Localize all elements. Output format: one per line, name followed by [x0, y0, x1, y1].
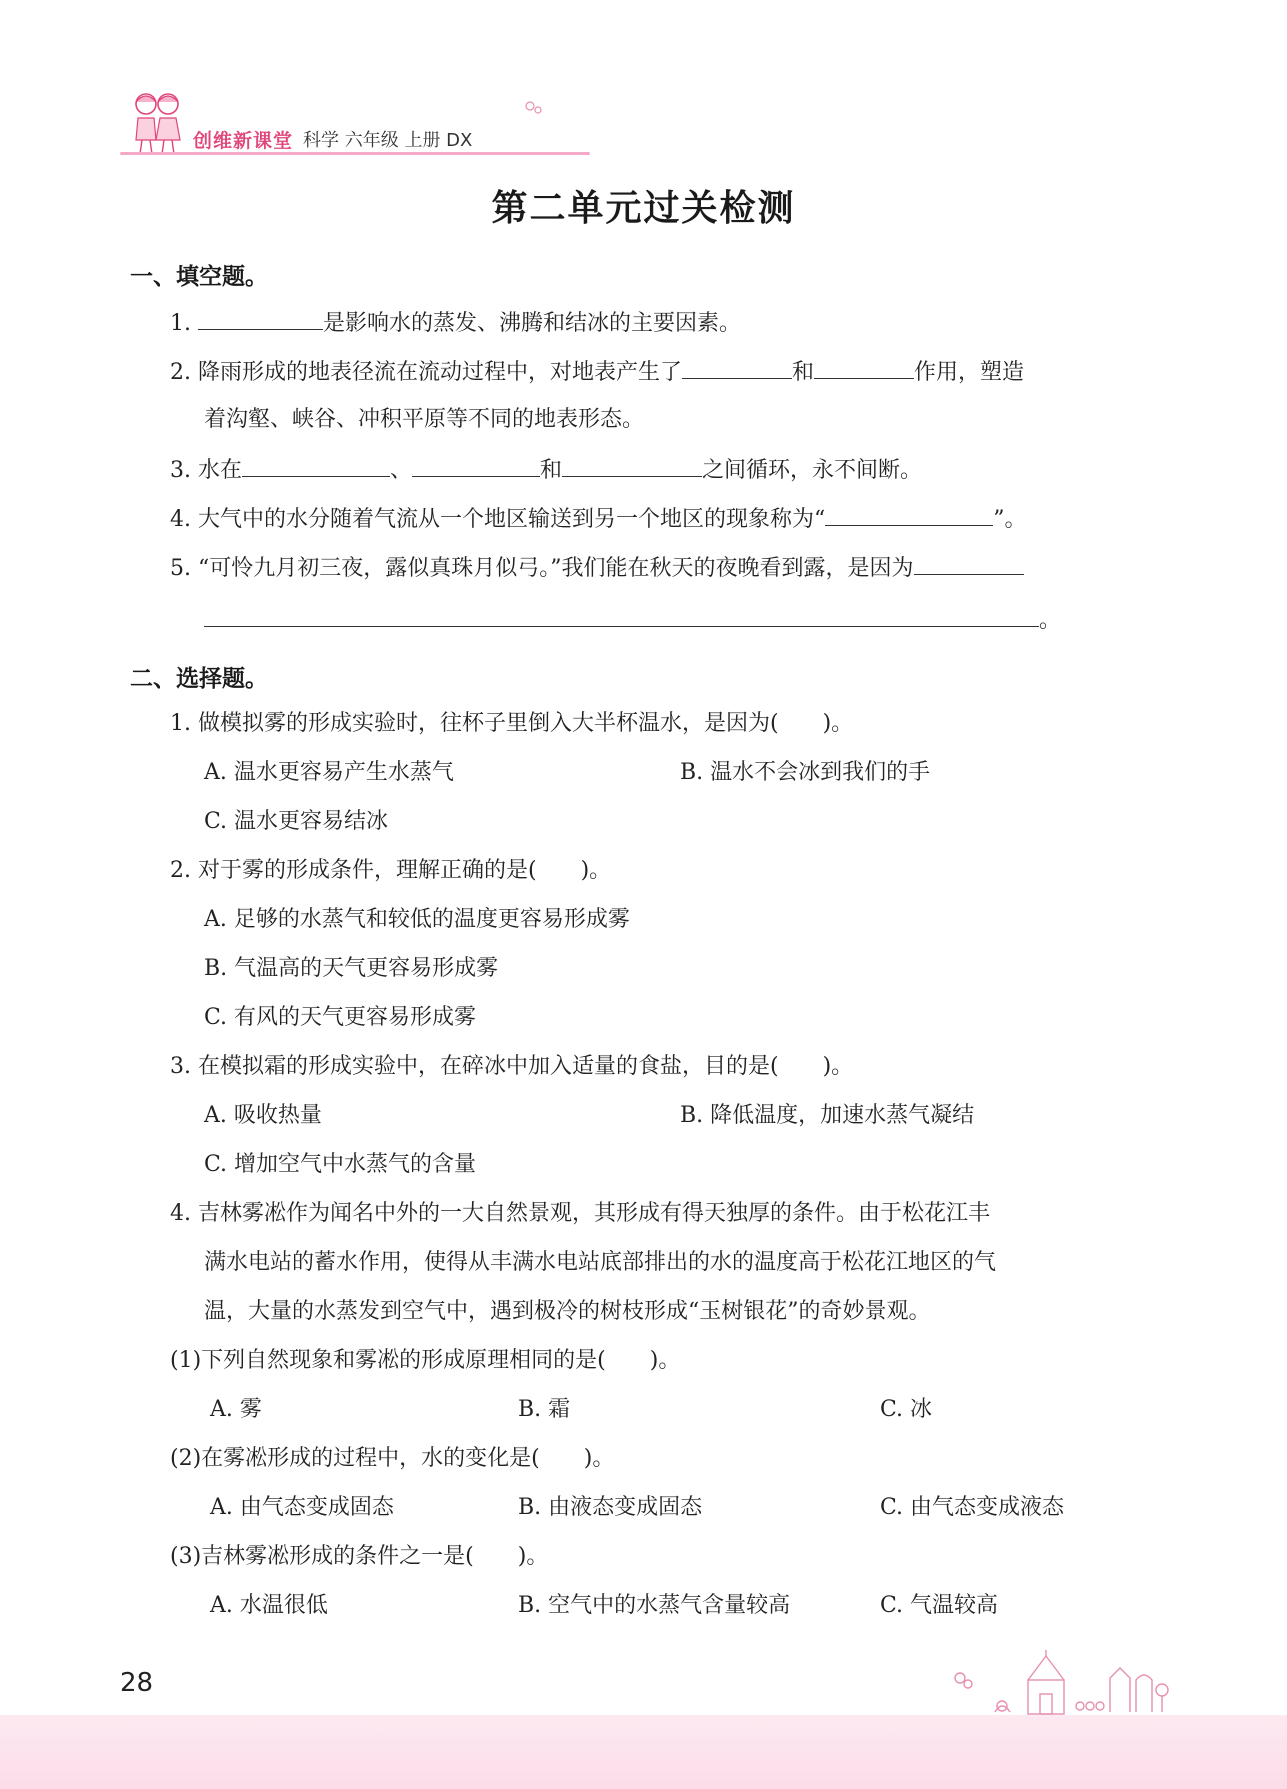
answer-blank[interactable]	[682, 356, 792, 379]
answer-blank[interactable]	[814, 356, 914, 379]
sub-question-2: (2)在雾凇形成的过程中，水的变化是( )。	[170, 1446, 615, 1471]
choice-option-a[interactable]: A. 温水更容易产生水蒸气	[204, 760, 454, 785]
fill-question-2-continued: 着沟壑、峡谷、冲积平原等不同的地表形态。	[204, 407, 645, 432]
choice-option-c[interactable]: C. 气温较高	[880, 1593, 999, 1618]
fill-question-5-continued: 。	[204, 604, 1061, 636]
page-header	[118, 88, 718, 158]
fill-question-5: 5. “可怜九月初三夜，露似真珠月似弓。”我们能在秋天的夜晚看到露，是因为	[170, 552, 1024, 584]
children-mascot-icon	[128, 88, 188, 156]
answer-blank-long[interactable]	[204, 604, 1039, 627]
choice-question-1: 1. 做模拟雾的形成实验时，往杯子里倒入大半杯温水，是因为( )。	[170, 711, 854, 736]
page-number: 28	[120, 1668, 154, 1698]
header-divider	[120, 152, 590, 155]
choice-option-c[interactable]: C. 冰	[880, 1397, 933, 1422]
sub-question-3: (3)吉林雾凇形成的条件之一是( )。	[170, 1544, 549, 1569]
book-info: 科学 六年级 上册 DX	[303, 130, 473, 151]
choice-option-a[interactable]: A. 足够的水蒸气和较低的温度更容易形成雾	[204, 907, 630, 932]
choice-option-b[interactable]: B. 霜	[518, 1397, 571, 1422]
choice-option-c[interactable]: C. 增加空气中水蒸气的含量	[204, 1152, 477, 1177]
sub-question-1: (1)下列自然现象和雾凇的形成原理相同的是( )。	[170, 1348, 681, 1373]
choice-question-4-passage-line-2: 满水电站的蓄水作用，使得从丰满水电站底部排出的水的温度高于松花江地区的气	[204, 1250, 997, 1275]
fill-question-2: 2. 降雨形成的地表径流在流动过程中，对地表产生了 和 作用，塑造	[170, 356, 1024, 388]
brand-name: 创维新课堂	[193, 130, 294, 152]
choice-option-b[interactable]: B. 温水不会冰到我们的手	[680, 760, 931, 785]
choice-option-b[interactable]: B. 由液态变成固态	[518, 1495, 703, 1520]
answer-blank[interactable]	[198, 307, 323, 330]
answer-blank[interactable]	[242, 454, 390, 477]
answer-blank[interactable]	[562, 454, 702, 477]
choice-option-c[interactable]: C. 由气态变成液态	[880, 1495, 1065, 1520]
choice-question-2: 2. 对于雾的形成条件，理解正确的是( )。	[170, 858, 612, 883]
section-fill-in-heading: 一、填空题。	[130, 264, 268, 290]
choice-option-b[interactable]: B. 空气中的水蒸气含量较高	[518, 1593, 791, 1618]
choice-question-4-passage-line-1: 4. 吉林雾凇作为闻名中外的一大自然景观，其形成有得天独厚的条件。由于松花江丰	[170, 1201, 990, 1226]
section-choice-heading: 二、选择题。	[130, 666, 268, 692]
footer-band	[0, 1715, 1287, 1789]
fill-question-3: 3. 水在 、 和 之间循环，永不间断。	[170, 454, 922, 486]
answer-blank[interactable]	[914, 552, 1024, 575]
choice-question-4-passage-line-3: 温，大量的水蒸发到空气中，遇到极冷的树枝形成“玉树银花”的奇妙景观。	[204, 1299, 931, 1324]
fill-question-4: 4. 大气中的水分随着气流从一个地区输送到另一个地区的现象称为“ ”。	[170, 503, 1027, 535]
answer-blank[interactable]	[412, 454, 540, 477]
choice-option-a[interactable]: A. 由气态变成固态	[210, 1495, 394, 1520]
choice-option-b[interactable]: B. 气温高的天气更容易形成雾	[204, 956, 499, 981]
page-title: 第二单元过关检测	[491, 188, 796, 229]
fill-question-1: 1. 是影响水的蒸发、沸腾和结冰的主要因素。	[170, 307, 741, 339]
choice-option-a[interactable]: A. 水温很低	[210, 1593, 328, 1618]
choice-option-a[interactable]: A. 雾	[210, 1397, 262, 1422]
choice-option-b[interactable]: B. 降低温度，加速水蒸气凝结	[680, 1103, 975, 1128]
choice-option-c[interactable]: C. 温水更容易结冰	[204, 809, 389, 834]
castle-decoration-icon	[940, 1650, 1170, 1720]
choice-option-a[interactable]: A. 吸收热量	[204, 1103, 322, 1128]
choice-question-3: 3. 在模拟霜的形成实验中，在碎冰中加入适量的食盐，目的是( )。	[170, 1054, 854, 1079]
flower-decoration-icon	[522, 98, 546, 118]
answer-blank[interactable]	[825, 503, 993, 526]
choice-option-c[interactable]: C. 有风的天气更容易形成雾	[204, 1005, 477, 1030]
